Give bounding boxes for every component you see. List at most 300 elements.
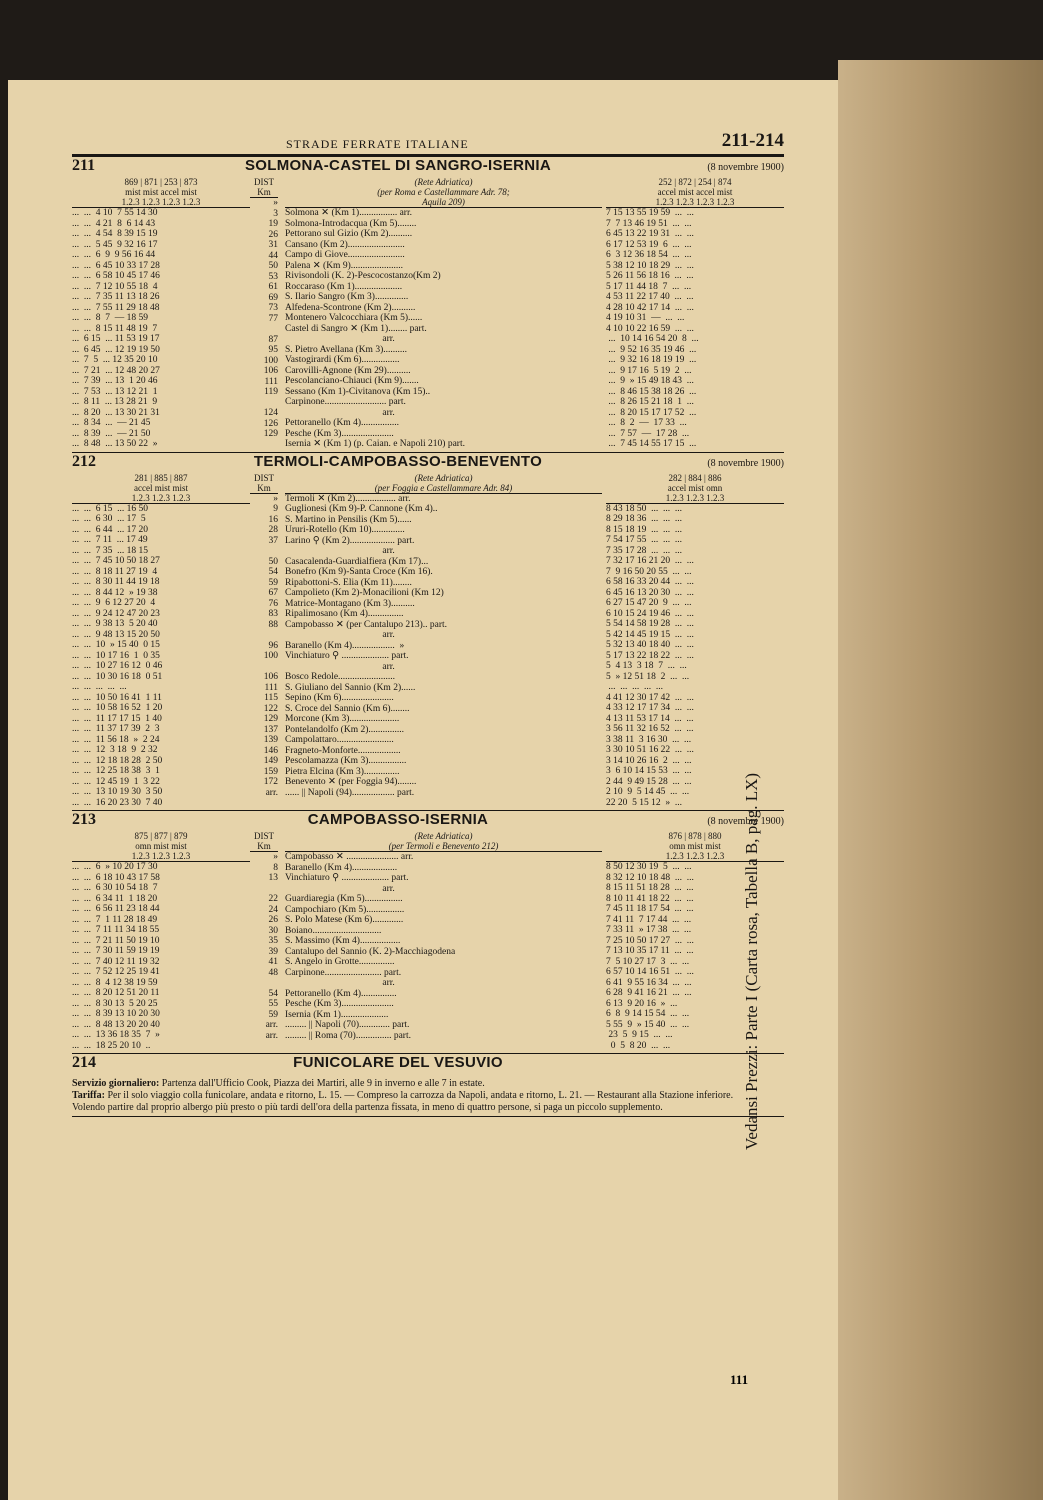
departure-row: ... ... 8 7 — 18 59 [72, 313, 148, 323]
station-name: ......... || Napoli (70)............. part. [285, 1020, 410, 1030]
station-name: Sessano (Km 1)-Civitanova (Km 15).. [285, 386, 431, 397]
station-name: S. Ilario Sangro (Km 3).............. [285, 292, 409, 302]
km-value: 96 [268, 640, 278, 651]
km-column [250, 831, 281, 1051]
departure-row: ... 7 5 ... 12 35 20 10 [72, 355, 158, 365]
return-row: 7 32 17 16 21 20 ... ... [606, 556, 694, 566]
return-row: 5 4 13 3 18 7 ... ... [606, 661, 687, 671]
train-numbers-header: 281 | 885 | 887 accel mist mist 1.2.3 1.2.3 1.2.3 [72, 473, 250, 504]
departure-row: ... ... 7 21 11 50 19 10 [72, 935, 160, 946]
km-value: 22 [268, 894, 278, 904]
section-title: SOLMONA-CASTEL DI SANGRO-ISERNIA [245, 157, 551, 174]
departure-row: ... ... 8 15 11 48 19 7 [72, 323, 158, 334]
km-value [250, 978, 278, 989]
departure-row: ... ... 8 20 12 51 20 11 [72, 988, 160, 998]
departure-row: ... ... 8 30 11 44 19 18 [72, 577, 160, 587]
departure-row: ... 7 53 ... 13 12 21 1 [72, 386, 158, 397]
km-value: 106 [263, 366, 278, 376]
departure-row: ... ... 6 44 ... 17 20 [72, 524, 148, 535]
return-row: 4 19 10 31 — ... ... [606, 313, 685, 323]
return-row: 3 56 11 32 16 52 ... ... [606, 724, 694, 734]
return-row: 6 41 9 55 16 34 ... ... [606, 977, 692, 988]
departure-row: ... ... 8 44 12 » 19 38 [72, 587, 158, 598]
station-name: Guglionesi (Km 9)-P. Cannone (Km 4).. [285, 504, 438, 514]
km-value: 61 [268, 282, 278, 292]
station-name: Pettoranello (Km 4)................ [285, 418, 399, 428]
departure-row: ... ... 18 25 20 10 .. [72, 1040, 151, 1051]
station-name: S. Martino in Pensilis (Km 5)...... [285, 514, 412, 525]
return-row: 7 33 11 » 17 38 ... ... [606, 925, 692, 935]
km-value: 35 [268, 936, 278, 946]
section-date: (8 novembre 1900) [707, 162, 784, 173]
station-name: Isernia ✕ (Km 1) (p. Caian. e Napoli 210) part. [285, 439, 465, 449]
station-name: S. Massimo (Km 4)................. [285, 936, 401, 946]
departure-row: ... ... 4 54 8 39 15 19 [72, 229, 158, 239]
return-row: 2 10 9 5 14 45 ... ... [606, 787, 690, 797]
return-row: 0 5 8 20 ... ... [606, 1040, 671, 1051]
return-row: ... 8 26 15 21 18 1 ... [606, 397, 694, 407]
return-row: 8 43 18 50 ... ... ... [606, 503, 682, 514]
departure-row: ... ... 10 17 16 1 0 35 [72, 650, 160, 661]
departure-times-column [72, 177, 250, 450]
departure-row: ... ... 10 » 15 40 0 15 [72, 640, 160, 650]
departure-row: ... ... 11 37 17 39 2 3 [72, 724, 160, 734]
section-213 [72, 811, 784, 1054]
departure-row: ... ... 8 39 13 10 20 30 [72, 1009, 160, 1019]
station-name: Carovilli-Agnone (Km 29).......... [285, 365, 411, 376]
departure-times-column [72, 473, 250, 809]
station-name: Sepino (Km 6)...................... [285, 693, 394, 703]
departure-row: ... ... 8 4 12 38 19 59 [72, 977, 158, 988]
side-note: Vedansi Prezzi: Parte I (Carta rosa, Tabella B, pag. LX) [742, 772, 761, 1150]
return-row: 8 15 18 19 ... ... ... [606, 524, 682, 535]
km-value: 100 [263, 651, 278, 661]
return-train-numbers-header: 252 | 872 | 254 | 874 accel mist accel mist 1.2.3 1.2.3 1.2.3 1.2.3 [606, 177, 784, 208]
km-value: 41 [268, 957, 278, 967]
station-name: Boiano............................. [285, 925, 382, 936]
return-row: 6 3 12 36 18 54 ... ... [606, 250, 692, 260]
km-value: 67 [268, 588, 278, 598]
sections-container [72, 157, 784, 1054]
station-name: Campobasso ✕ (per Cantalupo 213).. part. [285, 619, 448, 630]
return-row: 4 41 12 30 17 42 ... ... [606, 692, 694, 703]
return-row: ... 7 57 — 17 28 ... [606, 428, 690, 439]
departure-row: ... ... 12 3 18 9 2 32 [72, 745, 158, 755]
station-name: Pontelandolfo (Km 2)............... [285, 724, 405, 735]
return-row: 7 9 16 50 20 55 ... ... [606, 566, 692, 577]
station-name: Guardiaregia (Km 5)................ [285, 894, 403, 904]
departure-row: ... ... 7 1 11 28 18 49 [72, 914, 158, 925]
timetable-content [72, 128, 784, 1117]
section-title-row [72, 1054, 784, 1074]
return-row: 6 10 15 24 19 46 ... ... [606, 608, 694, 619]
station-name: Campobasso ✕ ...................... arr. [285, 852, 414, 862]
departure-row: ... ... 8 18 11 27 19 4 [72, 566, 158, 577]
station-name: S. Angelo in Grotte............... [285, 957, 395, 967]
departure-row: ... ... 8 48 13 20 20 40 [72, 1019, 160, 1030]
station-name: arr. [285, 883, 395, 894]
km-value: 26 [268, 229, 278, 240]
station-name: Pescolamazza (Km 3)................ [285, 756, 407, 766]
return-row: 7 15 13 55 19 59 ... ... [606, 208, 694, 218]
departure-row: ... ... 7 11 11 34 18 55 [72, 925, 160, 935]
station-name: ......... || Roma (70)............... part. [285, 1030, 411, 1041]
departure-row: ... ... 7 45 10 50 18 27 [72, 556, 160, 566]
return-train-numbers-header: 876 | 878 | 880 omn mist mist 1.2.3 1.2.3 1.2.3 [606, 831, 784, 862]
km-column [250, 473, 281, 809]
return-row: 7 54 17 55 ... ... ... [606, 535, 682, 545]
station-name: Montenero Valcocchiara (Km 5)...... [285, 313, 423, 323]
km-value: 48 [268, 967, 278, 978]
return-row: ... 7 45 14 55 17 15 ... [606, 439, 697, 449]
station-name: Campolattaro........................ [285, 735, 394, 745]
station-name: Carpinone.......................... part. [285, 397, 406, 407]
km-value: 59 [268, 1009, 278, 1020]
running-header-title: STRADE FERRATE ITALIANE [286, 137, 469, 151]
network-note: (Rete Adriatica) (per Roma e Castellammare Adr. 78; Aquila 209) [285, 177, 602, 208]
km-value: 37 [268, 535, 278, 546]
return-row: 7 25 10 50 17 27 ... ... [606, 935, 694, 946]
return-row: 3 6 10 14 15 53 ... ... [606, 766, 692, 776]
return-row: 7 13 10 35 17 11 ... ... [606, 946, 694, 956]
station-name: arr. [285, 546, 395, 556]
km-header: DIST Km [250, 831, 278, 852]
station-name: Alfedena-Scontrone (Km 2).......... [285, 302, 416, 313]
station-name: Ururi-Rotello (Km 10).............. [285, 525, 405, 535]
return-row: 4 33 12 17 17 34 ... ... [606, 703, 694, 713]
km-value: 54 [268, 988, 278, 999]
station-name: Benevento ✕ (per Foggia 94)........ [285, 777, 417, 787]
departure-row: ... ... 7 11 ... 17 49 [72, 535, 148, 545]
paragraph-text: Per il solo viaggio colla funicolare, andata e ritorno, L. 15. — Compreso la carrozza da Napoli, andata e ritorno, L. 21. — Restaurant alla Stazione inferiore. [104, 1090, 734, 1101]
stations-column [281, 831, 606, 1051]
timetable-body [72, 473, 784, 809]
departure-row: ... ... 12 25 18 38 3 1 [72, 766, 160, 776]
station-name: ...... || Napoli (94).................. part. [285, 787, 415, 798]
return-row: 4 53 11 22 17 40 ... ... [606, 292, 694, 302]
return-row: 5 55 9 » 15 40 ... ... [606, 1019, 690, 1030]
km-value: 88 [268, 619, 278, 630]
departure-row: ... ... 6 30 10 54 18 7 [72, 883, 158, 893]
stations-column [281, 177, 606, 450]
network-note: (Rete Adriatica) (per Termoli e Benevento 212) [285, 831, 602, 852]
km-value: » [273, 493, 278, 504]
return-times-column [606, 473, 784, 809]
station-name: Ripalimosano (Km 4)............... [285, 609, 404, 619]
km-value: 39 [268, 946, 278, 957]
station-name: Pesche (Km 3)...................... [285, 428, 394, 439]
station-name: S. Giuliano del Sannio (Km 2)...... [285, 682, 416, 693]
departure-row: ... ... 7 35 ... 18 15 [72, 545, 148, 556]
km-value: 28 [268, 525, 278, 535]
departure-row: ... ... 7 40 12 11 19 32 [72, 956, 160, 967]
departure-row: ... ... 5 45 9 32 16 17 [72, 239, 158, 250]
section-title-row [72, 157, 784, 177]
return-row: 5 32 13 40 18 40 ... ... [606, 640, 694, 650]
km-value: 137 [263, 724, 278, 735]
return-row: ... 9 52 16 35 19 46 ... [606, 344, 697, 355]
return-row: 6 13 9 20 16 » ... [606, 998, 678, 1009]
station-name: Solmona-Introdacqua (Km 5)........ [285, 218, 417, 229]
return-row: 8 29 18 36 ... ... ... [606, 514, 682, 524]
return-row: 5 17 11 44 18 7 ... ... [606, 281, 692, 292]
section-title: CAMPOBASSO-ISERNIA [307, 811, 489, 828]
km-value: » [273, 852, 278, 862]
departure-row: ... ... 13 36 18 35 7 » [72, 1030, 160, 1040]
km-value [250, 630, 278, 641]
paragraph-lead: Tariffa: [72, 1090, 105, 1101]
station-name: Matrice-Montagano (Km 3).......... [285, 598, 415, 609]
stations-column [281, 473, 606, 809]
departure-row: ... 8 20 ... 13 30 21 31 [72, 407, 160, 418]
km-value: 54 [268, 567, 278, 577]
departure-row: ... ... 6 45 10 33 17 28 [72, 260, 160, 271]
station-name: arr. [285, 630, 395, 640]
section-number: 213 [72, 811, 96, 828]
km-value: 122 [263, 703, 278, 714]
departure-row: ... 7 21 ... 12 48 20 27 [72, 365, 160, 376]
section-214-text [72, 1078, 784, 1114]
km-value: 119 [264, 387, 278, 397]
departure-row: ... 8 11 ... 13 28 21 9 [72, 397, 158, 407]
km-value: 9 [273, 504, 278, 514]
km-column [250, 177, 281, 450]
departure-row: ... ... 13 10 19 30 3 50 [72, 787, 163, 797]
station-name: S. Pietro Avellana (Km 3).......... [285, 344, 407, 355]
station-name: Campolieto (Km 2)-Monacilioni (Km 12) [285, 588, 444, 598]
km-value: 149 [263, 756, 278, 766]
km-value: 76 [268, 598, 278, 609]
km-value: 16 [268, 514, 278, 525]
station-name: Bosco Redole........................ [285, 672, 396, 682]
page-number: 111 [730, 1372, 749, 1387]
return-row: 8 10 11 41 18 22 ... ... [606, 893, 694, 904]
section-214 [72, 1054, 784, 1117]
departure-row: ... ... 10 27 16 12 0 46 [72, 661, 163, 671]
paragraph-text: Partenza dall'Ufficio Cook, Piazza dei Martiri, alle 9 in inverno e alle 7 in estate. [159, 1078, 485, 1089]
km-value [250, 324, 278, 335]
return-row: 6 45 16 13 20 30 ... ... [606, 587, 694, 598]
return-row: 5 38 12 10 18 29 ... ... [606, 260, 694, 271]
funicular-paragraph [72, 1078, 784, 1090]
km-header: DIST Km [250, 473, 278, 494]
km-value: 30 [268, 925, 278, 936]
departure-row: ... ... 9 24 12 47 20 23 [72, 608, 160, 619]
return-row: 2 44 9 49 15 28 ... ... [606, 776, 692, 787]
funicular-paragraph [72, 1090, 784, 1102]
departure-row: ... ... 4 10 7 55 14 30 [72, 208, 158, 218]
departure-row: ... ... 11 17 17 15 1 40 [72, 713, 162, 724]
station-name: Castel di Sangro ✕ (Km 1)........ part. [285, 323, 427, 334]
departure-row: ... ... 4 21 8 6 14 43 [72, 218, 156, 229]
km-value: 172 [263, 777, 278, 787]
train-numbers-header: 875 | 877 | 879 omn mist mist 1.2.3 1.2.3 1.2.3 [72, 831, 250, 862]
departure-row: ... 6 45 ... 12 19 19 50 [72, 344, 160, 355]
return-row: ... 9 32 16 18 19 19 ... [606, 355, 697, 365]
km-value: 95 [268, 345, 278, 355]
station-name: S. Polo Matese (Km 6)............. [285, 915, 404, 925]
km-value: 73 [268, 303, 278, 313]
return-row: ... 10 14 16 54 20 8 ... [606, 334, 699, 344]
km-value: 24 [268, 904, 278, 915]
km-value: 83 [268, 609, 278, 619]
km-value: 3 [273, 208, 278, 219]
departure-row: ... ... 6 34 11 1 18 20 [72, 893, 158, 904]
station-name: Palena ✕ (Km 9)...................... [285, 260, 403, 271]
km-value: arr. [265, 787, 278, 798]
return-row: 7 41 11 7 17 44 ... ... [606, 914, 692, 925]
return-times-column [606, 177, 784, 450]
return-row: 5 42 14 45 19 15 ... ... [606, 629, 694, 640]
km-value: 31 [268, 240, 278, 250]
return-row: 6 8 9 14 15 54 ... ... [606, 1009, 690, 1019]
departure-row: ... 8 39 ... — 21 50 [72, 428, 151, 439]
km-value: 53 [268, 271, 278, 282]
departure-row: ... ... 8 30 13 5 20 25 [72, 998, 158, 1009]
km-value: 77 [268, 313, 278, 324]
departure-row: ... ... ... ... ... [72, 682, 127, 692]
return-row: ... 8 20 15 17 17 52 ... [606, 407, 697, 418]
km-value: 115 [264, 693, 278, 703]
km-value: 159 [263, 766, 278, 777]
station-name: Morcone (Km 3)..................... [285, 714, 400, 724]
station-name: arr. [285, 978, 395, 988]
departure-row: ... ... 10 50 16 41 1 11 [72, 692, 162, 703]
return-row: 5 » 12 51 18 2 ... ... [606, 671, 690, 682]
paragraph-lead: Servizio giornaliero: [72, 1078, 160, 1089]
km-value: 26 [268, 915, 278, 925]
return-row: ... 9 17 16 5 19 2 ... [606, 365, 692, 376]
return-row: 5 17 13 22 18 22 ... ... [606, 650, 694, 661]
station-name: Campo di Giove........................ [285, 250, 405, 260]
station-name: Baranello (Km 4)................... [285, 862, 398, 873]
km-value: 126 [263, 418, 278, 429]
km-value: arr. [265, 1030, 278, 1041]
section-number: 214 [72, 1054, 96, 1071]
departure-row: ... ... 7 55 11 29 18 48 [72, 302, 160, 313]
departure-row: ... ... 9 6 12 27 20 4 [72, 598, 156, 608]
departure-row: ... ... 6 18 10 43 17 58 [72, 872, 160, 883]
km-value: 59 [268, 577, 278, 588]
km-value: 111 [264, 682, 278, 693]
departure-row: ... ... 12 18 18 28 2 50 [72, 755, 163, 766]
km-header: DIST Km [250, 177, 278, 198]
km-value: 100 [263, 355, 278, 366]
return-row: 7 7 13 46 19 51 ... ... [606, 218, 692, 229]
return-row: 3 38 11 3 16 30 ... ... [606, 734, 692, 745]
station-name: Fragneto-Monforte.................. [285, 745, 401, 756]
departure-row: ... 6 15 ... 11 53 19 17 [72, 334, 160, 344]
return-row: 4 13 11 53 17 14 ... ... [606, 713, 694, 724]
station-name: Casacalenda-Guardialfiera (Km 17)... [285, 556, 429, 567]
departure-row: ... ... 6 58 10 45 17 46 [72, 271, 160, 281]
departure-row: ... ... 6 56 11 23 18 44 [72, 904, 160, 914]
station-name: Pietra Elcina (Km 3)............... [285, 766, 400, 777]
funicular-paragraph [72, 1102, 784, 1114]
km-value: 129 [263, 714, 278, 724]
timetable-body [72, 831, 784, 1051]
page-range: 211-214 [721, 130, 784, 151]
section-number: 211 [72, 157, 96, 174]
departure-row: ... 8 48 ... 13 50 22 » [72, 439, 158, 449]
return-row: ... 9 » 15 49 18 43 ... [606, 376, 694, 386]
station-name: Campochiaro (Km 5)................ [285, 904, 405, 915]
station-name: Rivisondoli (K. 2)-Pescocostanzo(Km 2) [285, 271, 441, 281]
km-value: 69 [268, 292, 278, 303]
km-value: 50 [268, 556, 278, 567]
return-row: 7 5 10 27 17 3 ... ... [606, 956, 690, 967]
station-name: Pesche (Km 3)...................... [285, 999, 394, 1009]
return-train-numbers-header: 282 | 884 | 886 accel mist omn 1.2.3 1.2.3 1.2.3 [606, 473, 784, 504]
return-row: 23 5 9 15 ... ... [606, 1030, 673, 1040]
return-row: 3 14 10 26 16 2 ... ... [606, 755, 692, 766]
departure-row: ... ... 10 30 16 18 0 51 [72, 671, 163, 682]
departure-row: ... ... 6 » 10 20 17 30 [72, 862, 158, 872]
departure-row: ... ... 6 15 ... 16 50 [72, 503, 148, 514]
km-value [250, 546, 278, 557]
section-211 [72, 157, 784, 453]
station-name: S. Croce del Sannio (Km 6)........ [285, 703, 410, 714]
departure-row: ... ... 11 56 18 » 2 24 [72, 734, 160, 745]
km-value: 146 [263, 745, 278, 756]
return-row: ... ... ... ... ... [606, 682, 663, 692]
departure-row: ... ... 9 38 13 5 20 40 [72, 619, 158, 629]
km-value: 44 [268, 250, 278, 261]
return-row: 3 30 10 51 16 22 ... ... [606, 745, 694, 755]
departure-row: ... 7 39 ... 13 1 20 46 [72, 376, 158, 386]
km-value [250, 398, 278, 409]
station-name: Vinchiaturo ⚲ .................... part. [285, 651, 409, 661]
section-number: 212 [72, 452, 96, 470]
km-value: 19 [268, 219, 278, 229]
km-value: arr. [265, 1020, 278, 1030]
km-value: 139 [263, 735, 278, 745]
running-header [72, 128, 784, 152]
return-row: 6 58 16 33 20 44 ... ... [606, 577, 694, 587]
return-row: 8 50 12 30 19 5 ... ... [606, 862, 692, 872]
km-value: » [273, 198, 278, 208]
return-row: 8 32 12 10 18 48 ... ... [606, 872, 694, 883]
section-title-row [72, 453, 784, 473]
departure-row: ... ... 9 48 13 15 20 50 [72, 629, 160, 640]
station-name: arr. [285, 407, 395, 418]
paragraph-text: Volendo partire dal proprio albergo più presto o più tardi dell'ora della partenza fissata, in meno di quattro persone, si paga un piccolo supplemento. [72, 1102, 663, 1113]
station-name: Pescolanciano-Chiauci (Km 9)....... [285, 376, 419, 386]
departure-row: ... ... 10 58 16 52 1 20 [72, 703, 163, 713]
km-value [250, 884, 278, 895]
section-212 [72, 453, 784, 812]
station-name: arr. [285, 334, 395, 344]
section-title-row [72, 811, 784, 831]
section-date: (8 novembre 1900) [707, 457, 784, 469]
page-edge [838, 60, 1043, 1500]
station-name: Pettoranello (Km 4)............... [285, 988, 397, 999]
departure-row: ... ... 7 35 11 13 18 26 [72, 292, 160, 302]
section-date: (8 novembre 1900) [707, 816, 784, 827]
return-row: 6 17 12 53 19 6 ... ... [606, 239, 692, 250]
km-value: 55 [268, 999, 278, 1009]
km-value: 111 [264, 376, 278, 387]
return-row: 5 54 14 58 19 28 ... ... [606, 619, 694, 629]
km-value [250, 662, 278, 673]
departure-row: ... ... 7 12 10 55 18 4 [72, 281, 158, 292]
return-row: 7 35 17 28 ... ... ... [606, 545, 682, 556]
departure-row: ... ... 6 30 ... 17 5 [72, 514, 146, 524]
station-name: Baranello (Km 4).................. » [285, 640, 405, 651]
return-row: 6 27 15 47 20 9 ... ... [606, 598, 692, 608]
station-name: Termoli ✕ (Km 2)................. arr. [285, 493, 411, 504]
return-row: 5 26 11 56 18 16 ... ... [606, 271, 694, 281]
